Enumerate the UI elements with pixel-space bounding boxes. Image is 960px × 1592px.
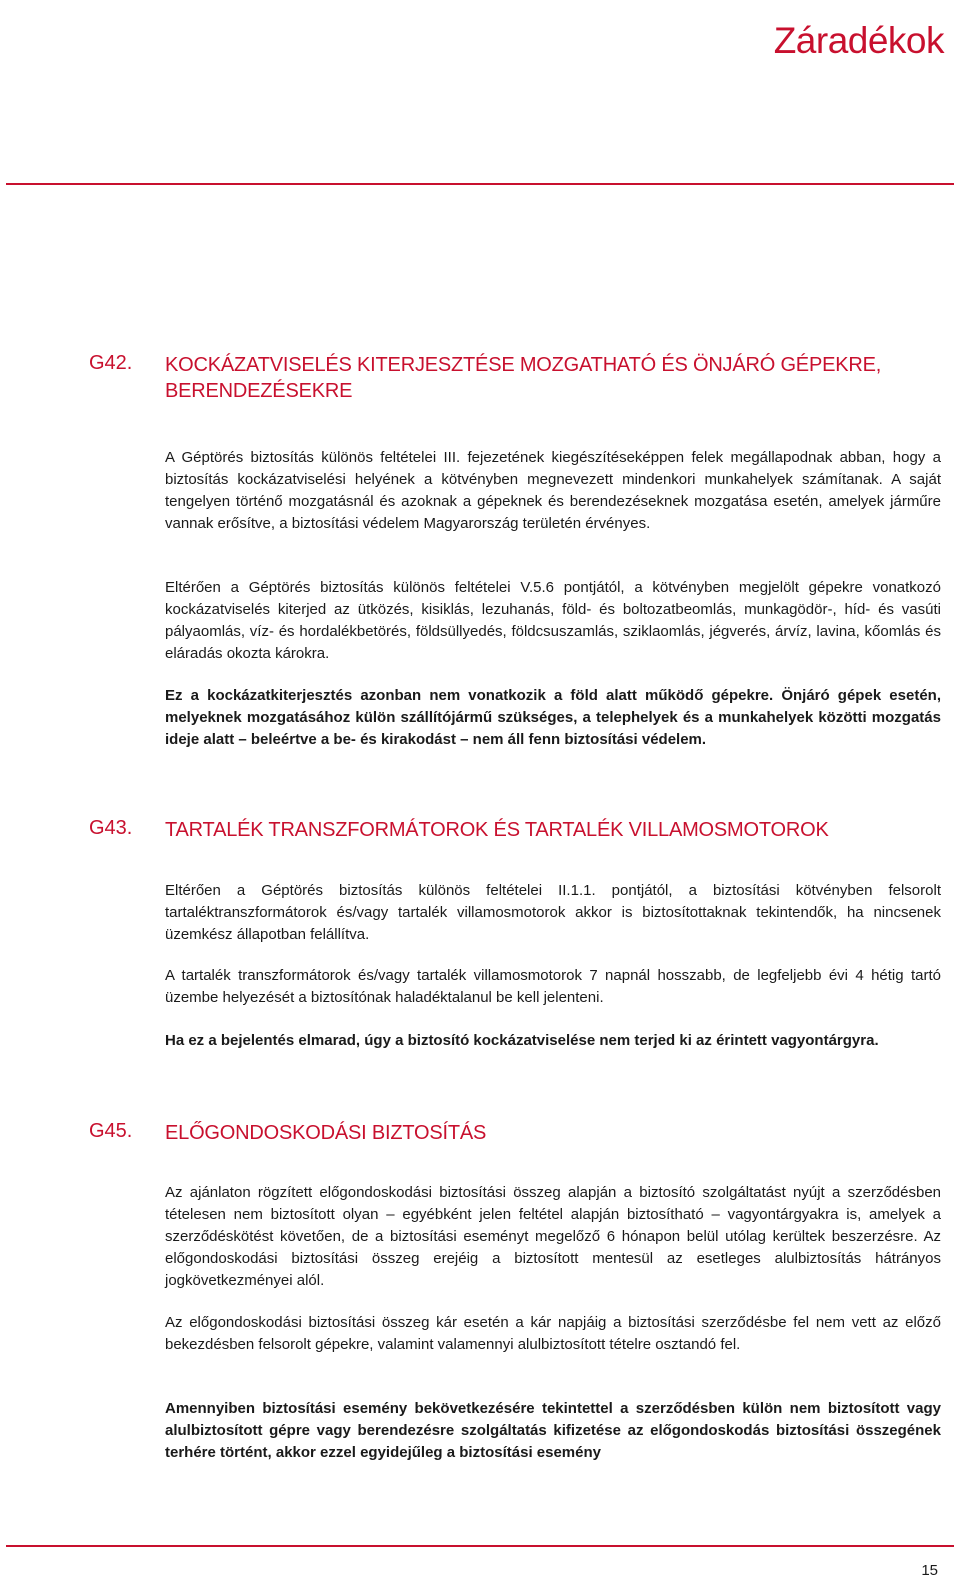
section-number: G45. (89, 1120, 133, 1142)
section-title: TARTALÉK TRANSZFORMÁTOROK ÉS TARTALÉK VILLAMOSMOTOROK (165, 819, 829, 841)
paragraph-emphasis: Ez a kockázatkiterjesztés azonban nem vonatkozik a föld alatt működő gépekre. Önjáró gépek esetén, melyeknek mozgatásához külön szállítójármű szükséges, a telephelyek és a munkahelyek közötti mozgatás ideje alatt – beleértve a be- és kirakodást – nem áll fenn biztosítási védelem. (165, 687, 941, 748)
paragraph-emphasis: Amennyiben biztosítási esemény bekövetkezésére tekintettel a szerződésben külön nem biztosított vagy alulbiztosított gépre vagy berendezésre szolgáltatás kifizetése az előgondoskodás biztosítási összegének terhére történt, akkor ezzel egyidejűleg a biztosítási esemény (165, 1400, 941, 1461)
section-number: G42. (89, 352, 133, 374)
footer-divider (6, 1545, 954, 1547)
paragraph: A Géptörés biztosítás különös feltételei III. fejezetének kiegészítéseképpen felek megállapodnak abban, hogy a biztosítás kockázatviselési helyének a kötvényben megnevezett mindenkori munkahelyek számítanak. A saját tengelyen történő mozgatásnál és azoknak a gépeknek és berendezéseknek mozgatása esetén, amelyek járműre vannak erősítve, a biztosítási védelem Magyarország területén érvényes. (165, 449, 941, 532)
page-number: 15 (921, 1562, 938, 1579)
section-title: ELŐGONDOSKODÁSI BIZTOSÍTÁS (165, 1122, 487, 1144)
section-title: KOCKÁZATVISELÉS KITERJESZTÉSE MOZGATHATÓ ÉS ÖNJÁRÓ GÉPEKRE, BERENDEZÉSEKRE (165, 354, 882, 402)
paragraph: A tartalék transzformátorok és/vagy tartalék villamosmotorok 7 napnál hosszabb, de legfeljebb évi 4 hétig tartó üzembe helyezését a biztosítónak haladéktalanul be kell jelenteni. (165, 967, 941, 1006)
paragraph-emphasis: Ha ez a bejelentés elmarad, úgy a biztosító kockázatviselése nem terjed ki az érintett vagyontárgyra. (165, 1032, 879, 1049)
paragraph: Eltérően a Géptörés biztosítás különös feltételei II.1.1. pontjától, a biztosítási kötvényben felsorolt tartaléktranszformátorok és/vagy tartalék villamosmotorok akkor is biztosítottaknak tekintendők, ha nincsenek üzemkész állapotban felállítva. (165, 882, 941, 943)
paragraph: Az ajánlaton rögzített előgondoskodási biztosítási összeg alapján a biztosító szolgáltatást nyújt a szerződésben tételesen nem biztosított olyan – egyébként jelen feltétel alapján biztosítható – vagyontárgyakra is, amelyek a szerződéskötést követően, de a biztosítási eseményt megelőző 6 hónapon belül utólag kerültek beszerzésre. Az előgondoskodási biztosítási összeg erejéig a biztosított mentesül az esetleges alulbiztosítás hátrányos jogkövetkezményei alól. (165, 1184, 941, 1289)
header-divider (6, 183, 954, 185)
paragraph: Az előgondoskodási biztosítási összeg kár esetén a kár napjáig a biztosítási szerződésbe fel nem vett az előző bekezdésben felsorolt gépekre, valamint valamennyi alulbiztosított tételre osztandó fel. (165, 1314, 941, 1353)
section-number: G43. (89, 817, 133, 839)
paragraph: Eltérően a Géptörés biztosítás különös feltételei V.5.6 pontjától, a kötvényben megjelölt gépekre vonatkozó kockázatviselés kiterjed az ütközés, kisiklás, lezuhanás, föld- és boltozatbeomlás, munkagödör-, híd- és vasúti pályaomlás, víz- és hordalékbetörés, földsüllyedés, földcsuszamlás, sziklaomlás, jégverés, árvíz, lavina, kőomlás és eláradás okozta károkra. (165, 579, 941, 662)
page-header-title: Záradékok (773, 20, 944, 61)
